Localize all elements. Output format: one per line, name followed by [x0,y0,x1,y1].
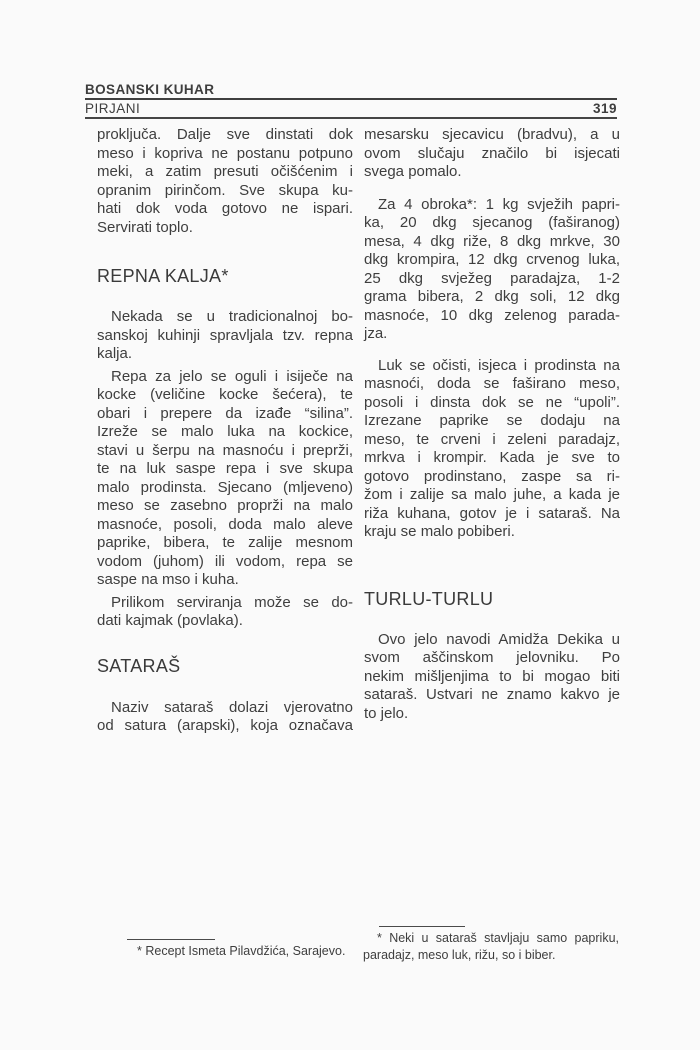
text-line: proključa. Dalje sve dinstati dok [97,126,353,143]
paragraph [364,196,620,344]
text-line: * Neki u sataraš stavljaju samo papriku, [377,931,619,945]
text-line: stavi u šerpu na masnoću i preprži, [97,441,353,459]
paragraph [364,357,620,542]
recipe-heading: SATARAŠ [97,655,181,676]
text-line: Repa za jelo se oguli i isiječe na [111,367,353,385]
text-line: Naziv sataraš dolazi vjerovatno [111,698,353,716]
paragraph [364,631,620,724]
text-line: svega pomalo. [364,163,462,180]
text-line: ka, 20 dkg sjecanog (faširanog) [364,214,620,231]
text-line: mesarsku sjecavicu (bradvu), a u [364,126,620,143]
text-line: Izreže se malo luka na kockice, [97,423,353,440]
text-line: malo prodinsta. Sjecano (mljeveno) [97,478,353,496]
text-line: mesa, 4 dkg riže, 8 dkg mrkve, 30 [364,232,620,250]
running-header [85,83,617,119]
text-line: kocke (veličine kocke šećera), te [97,386,353,403]
text-line: Nekada se u tradicionalnoj bo- [111,308,353,325]
text-line: Ovo jelo navodi Amidža Dekika u [378,630,620,648]
text-line: sanskoj kuhinji spravljala tzv. repna [97,326,353,344]
text-line: 25 dkg svježeg paradajza, 1-2 [364,269,620,287]
right-column [364,126,620,736]
text-line: Servirati toplo. [97,218,193,236]
text-line: grama bibera, 2 dkg soli, 12 dkg [364,288,620,305]
header-rule-top [85,83,617,100]
text-line: meki, a zatim presuti očišćenim i [97,163,353,180]
text-line: posoli i dinsta dok se ne “upoli”. [364,393,620,411]
text-line: masnoći, doda se faširano meso, [364,375,620,392]
text-line: mrkva i krompir. Kada je sve to [364,449,620,466]
page-number: 319 [592,101,617,116]
text-line: Prilikom serviranja može se do- [111,593,353,611]
text-line: meso se zasebno proprži na malo [97,497,353,514]
paragraph [97,308,353,364]
paragraph [97,368,353,590]
text-line: paprike, bibera, te zalije mesnom [97,534,353,551]
text-line: kalja. [97,345,133,362]
text-line: Luk se očisti, isjeca i prodinsta na [378,356,620,374]
header-rule-bottom [85,100,617,119]
text-line: dkg krompira, 12 dkg crvenog luka, [364,251,620,268]
paragraph [364,126,620,182]
footnote-rule [379,926,465,927]
footnote-left [97,939,353,960]
text-line: paradajz, meso luk, rižu, so i biber. [363,948,556,962]
text-line: meso, te crveni i zeleni paradajz, [364,430,620,448]
text-line: sataraš. Ustvari ne znamo kakvo je [364,686,620,703]
paragraph [97,594,353,631]
text-line: svom aščinskom jelovniku. Po [364,649,620,666]
footnote-rule [127,939,215,940]
text-line: vodom (juhom) ili vodom, repa se [97,552,353,570]
text-line: Za 4 obroka*: 1 kg svježih papri- [378,195,620,213]
footnote-text [363,930,619,964]
paragraph [97,699,353,736]
text-line: opranim pirinčom. Sve skupa ku- [97,181,353,199]
recipe-heading: REPNA KALJA* [97,266,229,286]
text-line: saspe na mso i kuha. [97,571,239,588]
text-line: hati dok voda gotovo ne ispari. [97,200,353,217]
text-line: jza. [364,325,388,342]
footnote-text [97,943,353,960]
text-line: te na luk saspe repa i sve skupa [97,460,353,477]
text-line: masnoće, posoli, doda malo aleve [97,515,353,533]
text-line: obari i prepere da izađe “silina”. [97,404,353,422]
left-column [97,126,353,736]
text-body [97,126,620,736]
text-line: riža kuhana, gotov je i sataraš. Na [364,504,620,522]
text-line: masnoće, 10 dkg zelenog parada- [364,306,620,324]
text-line: to jelo. [364,704,409,722]
book-title: BOSANSKI KUHAR [85,82,215,97]
text-line: od satura (arapski), koja označava [97,717,353,734]
text-line: Izrezane paprike se dodaju na [364,412,620,429]
text-line: kraju se malo pobiberi. [364,523,515,540]
text-line: dati kajmak (povlaka). [97,612,243,629]
text-line: ovom slučaju značilo bi isjecati [364,144,620,162]
text-line: gotovo prodinstano, zaspe sa ri- [364,467,620,485]
footnote-right [363,926,619,964]
recipe-heading: TURLU-TURLU [364,588,494,609]
text-line: * Recept Ismeta Pilavdžića, Sarajevo. [137,944,346,958]
text-line: žom i zalije sa malo juhe, a kada je [364,486,620,503]
paragraph [97,126,353,237]
text-line: meso i kopriva ne postanu potpuno [97,144,353,162]
chapter-title: PIRJANI [85,101,141,116]
text-line: nekim mišljenjima to bi mogao biti [364,667,620,685]
